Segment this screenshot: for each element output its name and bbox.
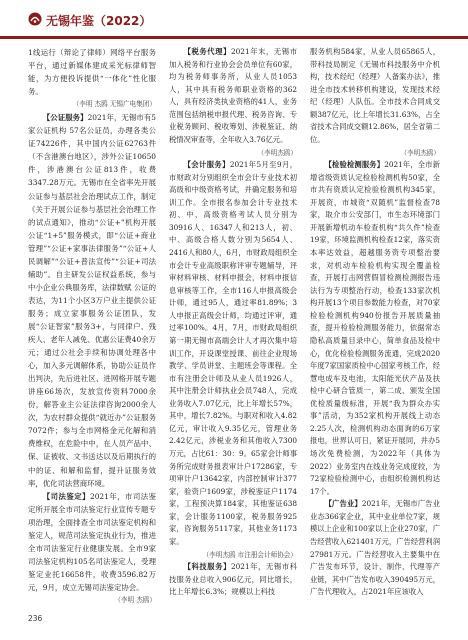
- paragraph: 1线运行（辩论了律师）网络平台服务平台，通过新媒体建成采光标律师智能，为方便投诉提供“一体化”性化服务。: [28, 48, 156, 97]
- header-rule: [0, 36, 468, 39]
- section-heading: 【科技服务】: [183, 562, 232, 572]
- source-note: （李明杰鸥）: [400, 148, 440, 157]
- paragraph-text: 2021年，市司法鉴定所开展全市司法鉴定行业宣传专题专项治理，全面排查全市司法鉴定机构和鉴定人，规范司法鉴定执业行为，推进全市司法鉴定行业健康发展。全市9家司法鉴定机构105名司法鉴定人，受理鉴定业托16658件，收费3596.82万元，9月，成立无锡司法鉴定协会。: [28, 491, 156, 592]
- section-heading: 【司法鉴定】: [42, 491, 90, 501]
- section-heading: 【会计服务】: [183, 160, 230, 170]
- source-note: （李明杰鸥 市注册会计师协会）: [202, 550, 297, 559]
- paragraph-text: 2021年，无锡市科技服务业总收入906亿元，同比增长，比上年增长6.3%；规模以上科技: [169, 562, 297, 597]
- paragraph: [310, 498, 440, 599]
- paragraph-text: 2021年，无锡市广告业业态366家企业，其中业业单位7家，规模以上企业和100家以上企业270家，广告经营收入621401万元，广告经营利润27981万元。广告经营收入主要集中在广告发布环节，设计、制作、代理等产业链，其中广告发布收入390495万元，广告代理收入，占2021年应该收入: [310, 499, 441, 597]
- source-note: （李明 杰鸥）: [114, 595, 156, 604]
- section-heading: 【税务代理】: [183, 47, 232, 56]
- paragraph-text: 2021年，无锡市有5家公证机构 57名公证员，办理各类公证74226件，其中国内公证62763件（不含港澳台地区），涉外公证10650件，涉港澳台公证813件，收费3347.28万元。无锡市在全省率先开展公证参与基层社会治理试点工作，制定《关于开展公证参与基层社会治理工作的试点通知》，推动“公证+”机构开展公证“1+5”服务模式，即“公证+商业管理”“公证+家事法律服务”“公证+人民调解”“公证+普法宣传”“公证+司法辅助”。自主研发公证权益系统，参与中小企业公典服务库，法律数赋 公证的表达，为11个小区3万户业主提供公证服务；成立家事服务公证团队，发展“公证智家”服务3+，与同律户、残疾人、老年人减免、优惠公证费40余万元；通过公社会手续和协调处理各中心，加入多元调解体系，协助公证员作出判决，先后进社区、进网格开展专题讲座66场次，发放宣传资料7000余份，解答业主公证法律咨询2000余人次，为农村群众提供“就近办”公证服务7072件；参与全市网格金元化解和消费维权，在危险中中，在人员产品中、保、证被收、文书送达以及后期执行的中的证、和解和监督，提升证服务效率，优化司法营商环境。: [28, 113, 156, 488]
- paragraph: 服务机构584家，从业人员65865人，带科技局制定《无锡市科技服务中介机构，技术经纪（经理）人备案办法》，推进全市技术转移机构建设，发现技术经纪（经理）人队伍。全市技术合同成交额387亿元，比上年增长31.63%，占全省技术合同成交额12.86%，居全省第二位。: [310, 47, 440, 144]
- source-note: （李明 杰鸥 无锡广电集团）: [72, 100, 156, 109]
- running-title: 无锡年鉴（2022）: [46, 14, 152, 28]
- section-heading: 【广告业】: [324, 499, 362, 509]
- paragraph: [169, 46, 297, 147]
- text-column-2: [169, 46, 297, 599]
- yearbook-logo-icon: [28, 12, 42, 26]
- paragraph: [28, 111, 156, 489]
- source-note: （李明杰鸥）: [257, 148, 297, 157]
- section-heading: 【检验检测服务】: [324, 160, 385, 170]
- page-header: [0, 0, 468, 40]
- text-column-1: [28, 46, 156, 607]
- paragraph: [169, 561, 297, 599]
- paragraph-text: 2021年末，无锡市加入税务和行业协会会员单位有60家，均为税务师事务所，从业人员1053人，其中具有税务师职业资格的362人，具有经济类执业资格的41人，业务范围包括纳税申报代理、税务咨询、专业税务顾问、税收筹划、涉税鉴证、纳税情况审查等，全年收入3.76亿元。: [169, 47, 297, 144]
- page-number: 236: [28, 614, 43, 623]
- paragraph: [310, 159, 440, 498]
- paragraph-text: 2021年5月至9月，市财政对分别组织全市会计专业技术初高级和中级资格考试，并确定服务和培训工作。全市报名参加会计专业技术初、中、高级资格考试人员分别为30916人、16347人和213人，初、中、高级合格人数分别为5654人、2416人和80人，6月，市财政局组织全市会计专业高级职称评审专题辅导，评审材料审核、材料申报会，材料申报信息审核等工作，全市116人申报高级会计师，通过95人，通过率81.89%；3人申报正高级会计师，均通过评审，通过率100%。4月，7月，市财政局组织第一期无锡市高端会计人才再次集中培训工作，开设课堂授课、前往企业现场教学、学员讲堂、主题班会等课程。全市有注册会计师及从业人员1926人，其中注册会计师执业会员748人，完成业务收入7.07亿元，比上年增长57%，其中，增长7.82%。与职对和收入4.82亿元，审计收入9.35亿元，管理业务2.42亿元，涉税业务和其他收入7300万元，占比61：30：9。65家会计师事务所完成财务报表审计户17286家，专项审计户13642家，内部控制审计377家，验资户1609家，涉税鉴证户1174家，工程预决算184家，其他鉴证638家，会计服务1100家，税务服务925家，咨询服务5117家，其他业务1173家。: [169, 160, 297, 546]
- paragraph-text: 2021年，全市新增省级资质认定检验检测机构50家，全市共有资质认定检验检测机构345家，开展资，市城资“双随机”监督检查78家，取介市公安部门，市生态环境部门开展新增机动车检查机构“共久件”检查19家，环境监测机构检查12家，落实资本率达效益，超越服务资专项整治要求，对机动车检验机构实现全覆盖检查，开展打击网营假冒检测检测报告违法行为专项整治行动，检查133家次机构开展13个项目参数能力检查，对70家检验检测机构940份报告开展质量抽查，提升检验检测服务能力，依据常态隐私高质量目录中心，简单食品及检中心，优化检验检测服务流通，完成2020年度7家国家质检中心国家考核工作，经慧电成车及电池，太阳能光伏产品及扶检中心研合管质一，第二成、颁发全国优检质量级标准，开展“我为群众办实事”活动，为352家机构开展线上动态2.25人次，检测机构动态面询的6万家报电，世界认可日，紧证开展同，并办5场次免费检测，为2022年（具体为2022）业务室内在线业务完成度较，为72家检验检测中心，由组织检测机构达17个。: [310, 160, 440, 496]
- paragraph: [169, 159, 297, 548]
- paragraph: [28, 490, 156, 594]
- text-column-3: [310, 46, 440, 599]
- section-heading: 【公证服务】: [42, 113, 88, 123]
